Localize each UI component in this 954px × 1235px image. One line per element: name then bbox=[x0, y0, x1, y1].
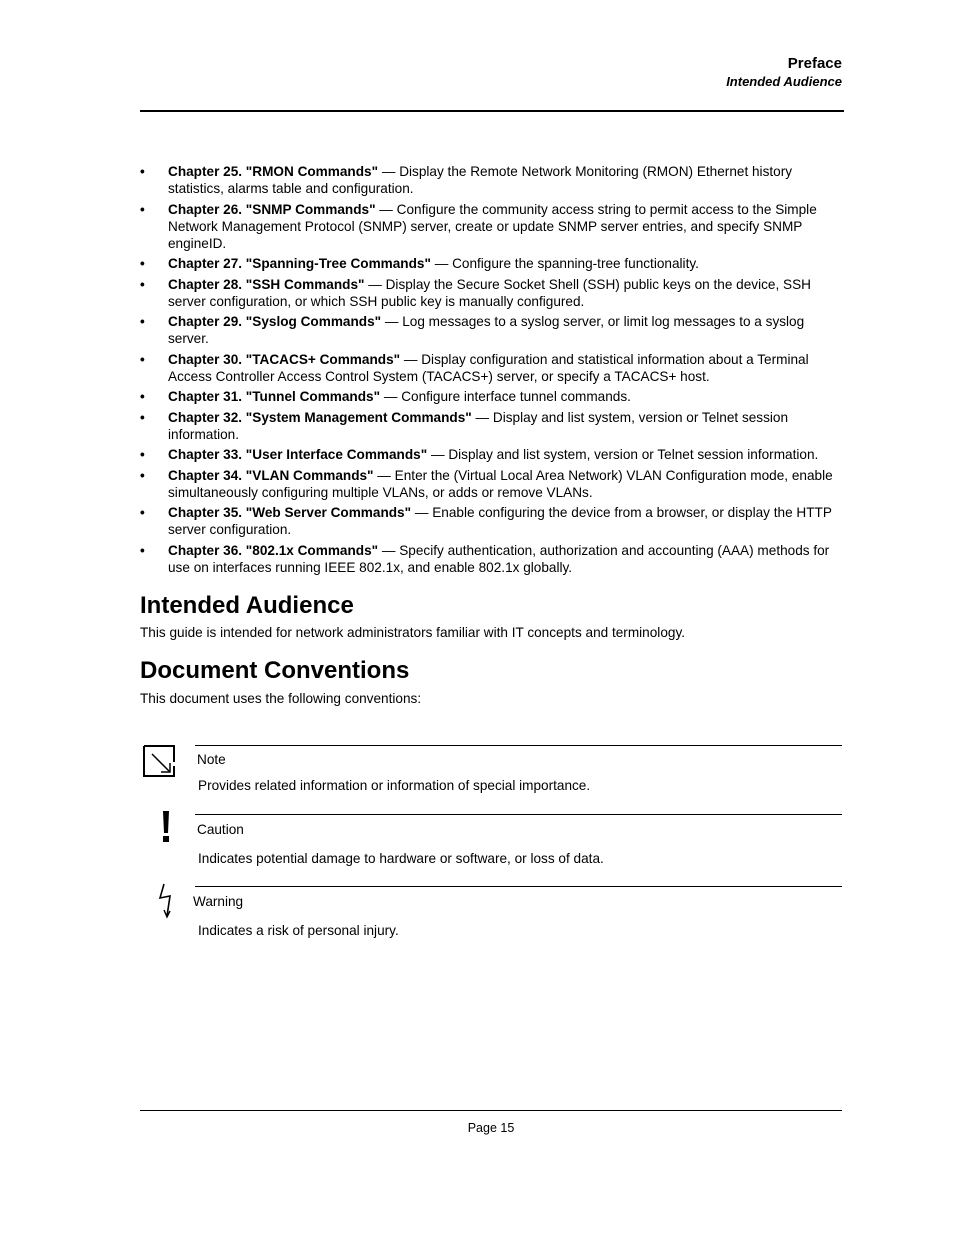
caution-icon bbox=[160, 809, 172, 847]
note-icon bbox=[142, 744, 176, 778]
list-item bbox=[140, 504, 844, 538]
chapter-title: Chapter 35. "Web Server Commands" bbox=[168, 505, 412, 520]
bullet-dot: • bbox=[140, 447, 145, 462]
chapter-title: Chapter 27. "Spanning-Tree Commands" bbox=[168, 256, 431, 271]
chapter-description: — Log messages to a syslog server, or limit log messages to a syslog server. bbox=[168, 314, 805, 346]
list-item bbox=[140, 163, 844, 197]
chapter-description: — Display and list system, version or Telnet session information. bbox=[168, 409, 789, 442]
warning-text: Indicates a risk of personal injury. bbox=[198, 923, 399, 938]
warning-rule bbox=[195, 886, 842, 887]
chapter-list bbox=[140, 163, 844, 579]
list-item bbox=[140, 351, 844, 385]
chapter-title: Chapter 36. "802.1x Commands" bbox=[168, 542, 379, 558]
bullet-dot: • bbox=[140, 314, 145, 329]
chapter-description: — Display and list system, version or Telnet session information. bbox=[427, 447, 819, 462]
chapter-title: Chapter 31. "Tunnel Commands" bbox=[168, 389, 381, 404]
chapter-description: — Display configuration and statistical information about a Terminal Access Controller Access Control System (TACACS+) server, or specify a TACACS+ host. bbox=[168, 351, 809, 384]
warning-label: Warning bbox=[193, 894, 244, 909]
bullet-dot: • bbox=[140, 256, 145, 271]
note-label: Note bbox=[197, 752, 226, 767]
bullet-dot: • bbox=[140, 201, 145, 217]
chapter-title: Chapter 26. "SNMP Commands" bbox=[168, 201, 376, 217]
chapter-title: Chapter 29. "Syslog Commands" bbox=[168, 314, 382, 329]
bullet-dot: • bbox=[140, 409, 145, 425]
section-heading-document-conventions: Document Conventions bbox=[140, 657, 410, 684]
bullet-dot: • bbox=[140, 505, 145, 520]
chapter-description: — Display the Secure Socket Shell (SSH) public keys on the device, SSH server configuration, or which SSH public key is manually configured. bbox=[168, 276, 811, 309]
caution-text: Indicates potential damage to hardware or software, or loss of data. bbox=[198, 851, 604, 866]
footer-rule bbox=[140, 1110, 842, 1111]
running-header bbox=[726, 55, 842, 91]
chapter-description: — Configure the community access string to permit access to the Simple Network Management Protocol (SNMP) server, create or update SNMP server entries, and specify SNMP engineID. bbox=[168, 201, 817, 251]
bullet-dot: • bbox=[140, 351, 145, 367]
chapter-description: — Specify authentication, authorization and accounting (AAA) methods for use on interfaces running IEEE 802.1x, and enable 802.1x globally. bbox=[168, 542, 830, 575]
chapter-description: — Configure interface tunnel commands. bbox=[380, 389, 631, 404]
warning-icon bbox=[158, 882, 180, 920]
caution-block bbox=[140, 814, 842, 874]
list-item bbox=[140, 446, 844, 463]
list-item bbox=[140, 276, 844, 310]
chapter-title: Chapter 30. "TACACS+ Commands" bbox=[168, 351, 401, 367]
chapter-description: — Enter the (Virtual Local Area Network) VLAN Configuration mode, enable simultaneously configuring multiple VLANs, or adds or remove VLANs. bbox=[168, 467, 833, 500]
bullet-dot: • bbox=[140, 276, 145, 292]
bullet-dot: • bbox=[140, 389, 145, 404]
header-rule bbox=[140, 110, 844, 112]
chapter-description: — Enable configuring the device from a browser, or display the HTTP server configuration. bbox=[168, 505, 832, 537]
list-item bbox=[140, 409, 844, 443]
chapter-title: Chapter 33. "User Interface Commands" bbox=[168, 447, 428, 462]
list-item bbox=[140, 467, 844, 501]
page-number: Page 15 bbox=[467, 1121, 515, 1135]
chapter-description: — Configure the spanning-tree functionality. bbox=[430, 256, 699, 271]
list-item bbox=[140, 201, 844, 252]
bullet-dot: • bbox=[140, 164, 145, 179]
list-item bbox=[140, 388, 844, 405]
chapter-title: Chapter 34. "VLAN Commands" bbox=[168, 467, 374, 483]
list-item bbox=[140, 313, 844, 347]
header-subtitle: Intended Audience bbox=[726, 74, 842, 89]
header-title: Preface bbox=[787, 55, 842, 72]
caution-label: Caution bbox=[197, 822, 244, 837]
chapter-title: Chapter 25. "RMON Commands" bbox=[168, 164, 379, 179]
bullet-dot: • bbox=[140, 542, 145, 558]
warning-block bbox=[140, 886, 842, 946]
document-conventions-text: This document uses the following conventions: bbox=[140, 691, 422, 706]
intended-audience-text: This guide is intended for network administrators familiar with IT concepts and terminology. bbox=[140, 625, 686, 640]
list-item bbox=[140, 542, 844, 576]
chapter-description: — Display the Remote Network Monitoring (RMON) Ethernet history statistics, alarms table and configuration. bbox=[168, 164, 793, 196]
caution-rule bbox=[195, 814, 842, 815]
bullet-dot: • bbox=[140, 467, 145, 483]
chapter-title: Chapter 28. "SSH Commands" bbox=[168, 276, 365, 292]
note-block bbox=[140, 745, 842, 805]
note-rule bbox=[195, 745, 842, 746]
note-text: Provides related information or information of special importance. bbox=[198, 778, 591, 793]
section-heading-intended-audience: Intended Audience bbox=[140, 592, 354, 619]
list-item bbox=[140, 255, 844, 272]
chapter-title: Chapter 32. "System Management Commands" bbox=[168, 409, 472, 425]
